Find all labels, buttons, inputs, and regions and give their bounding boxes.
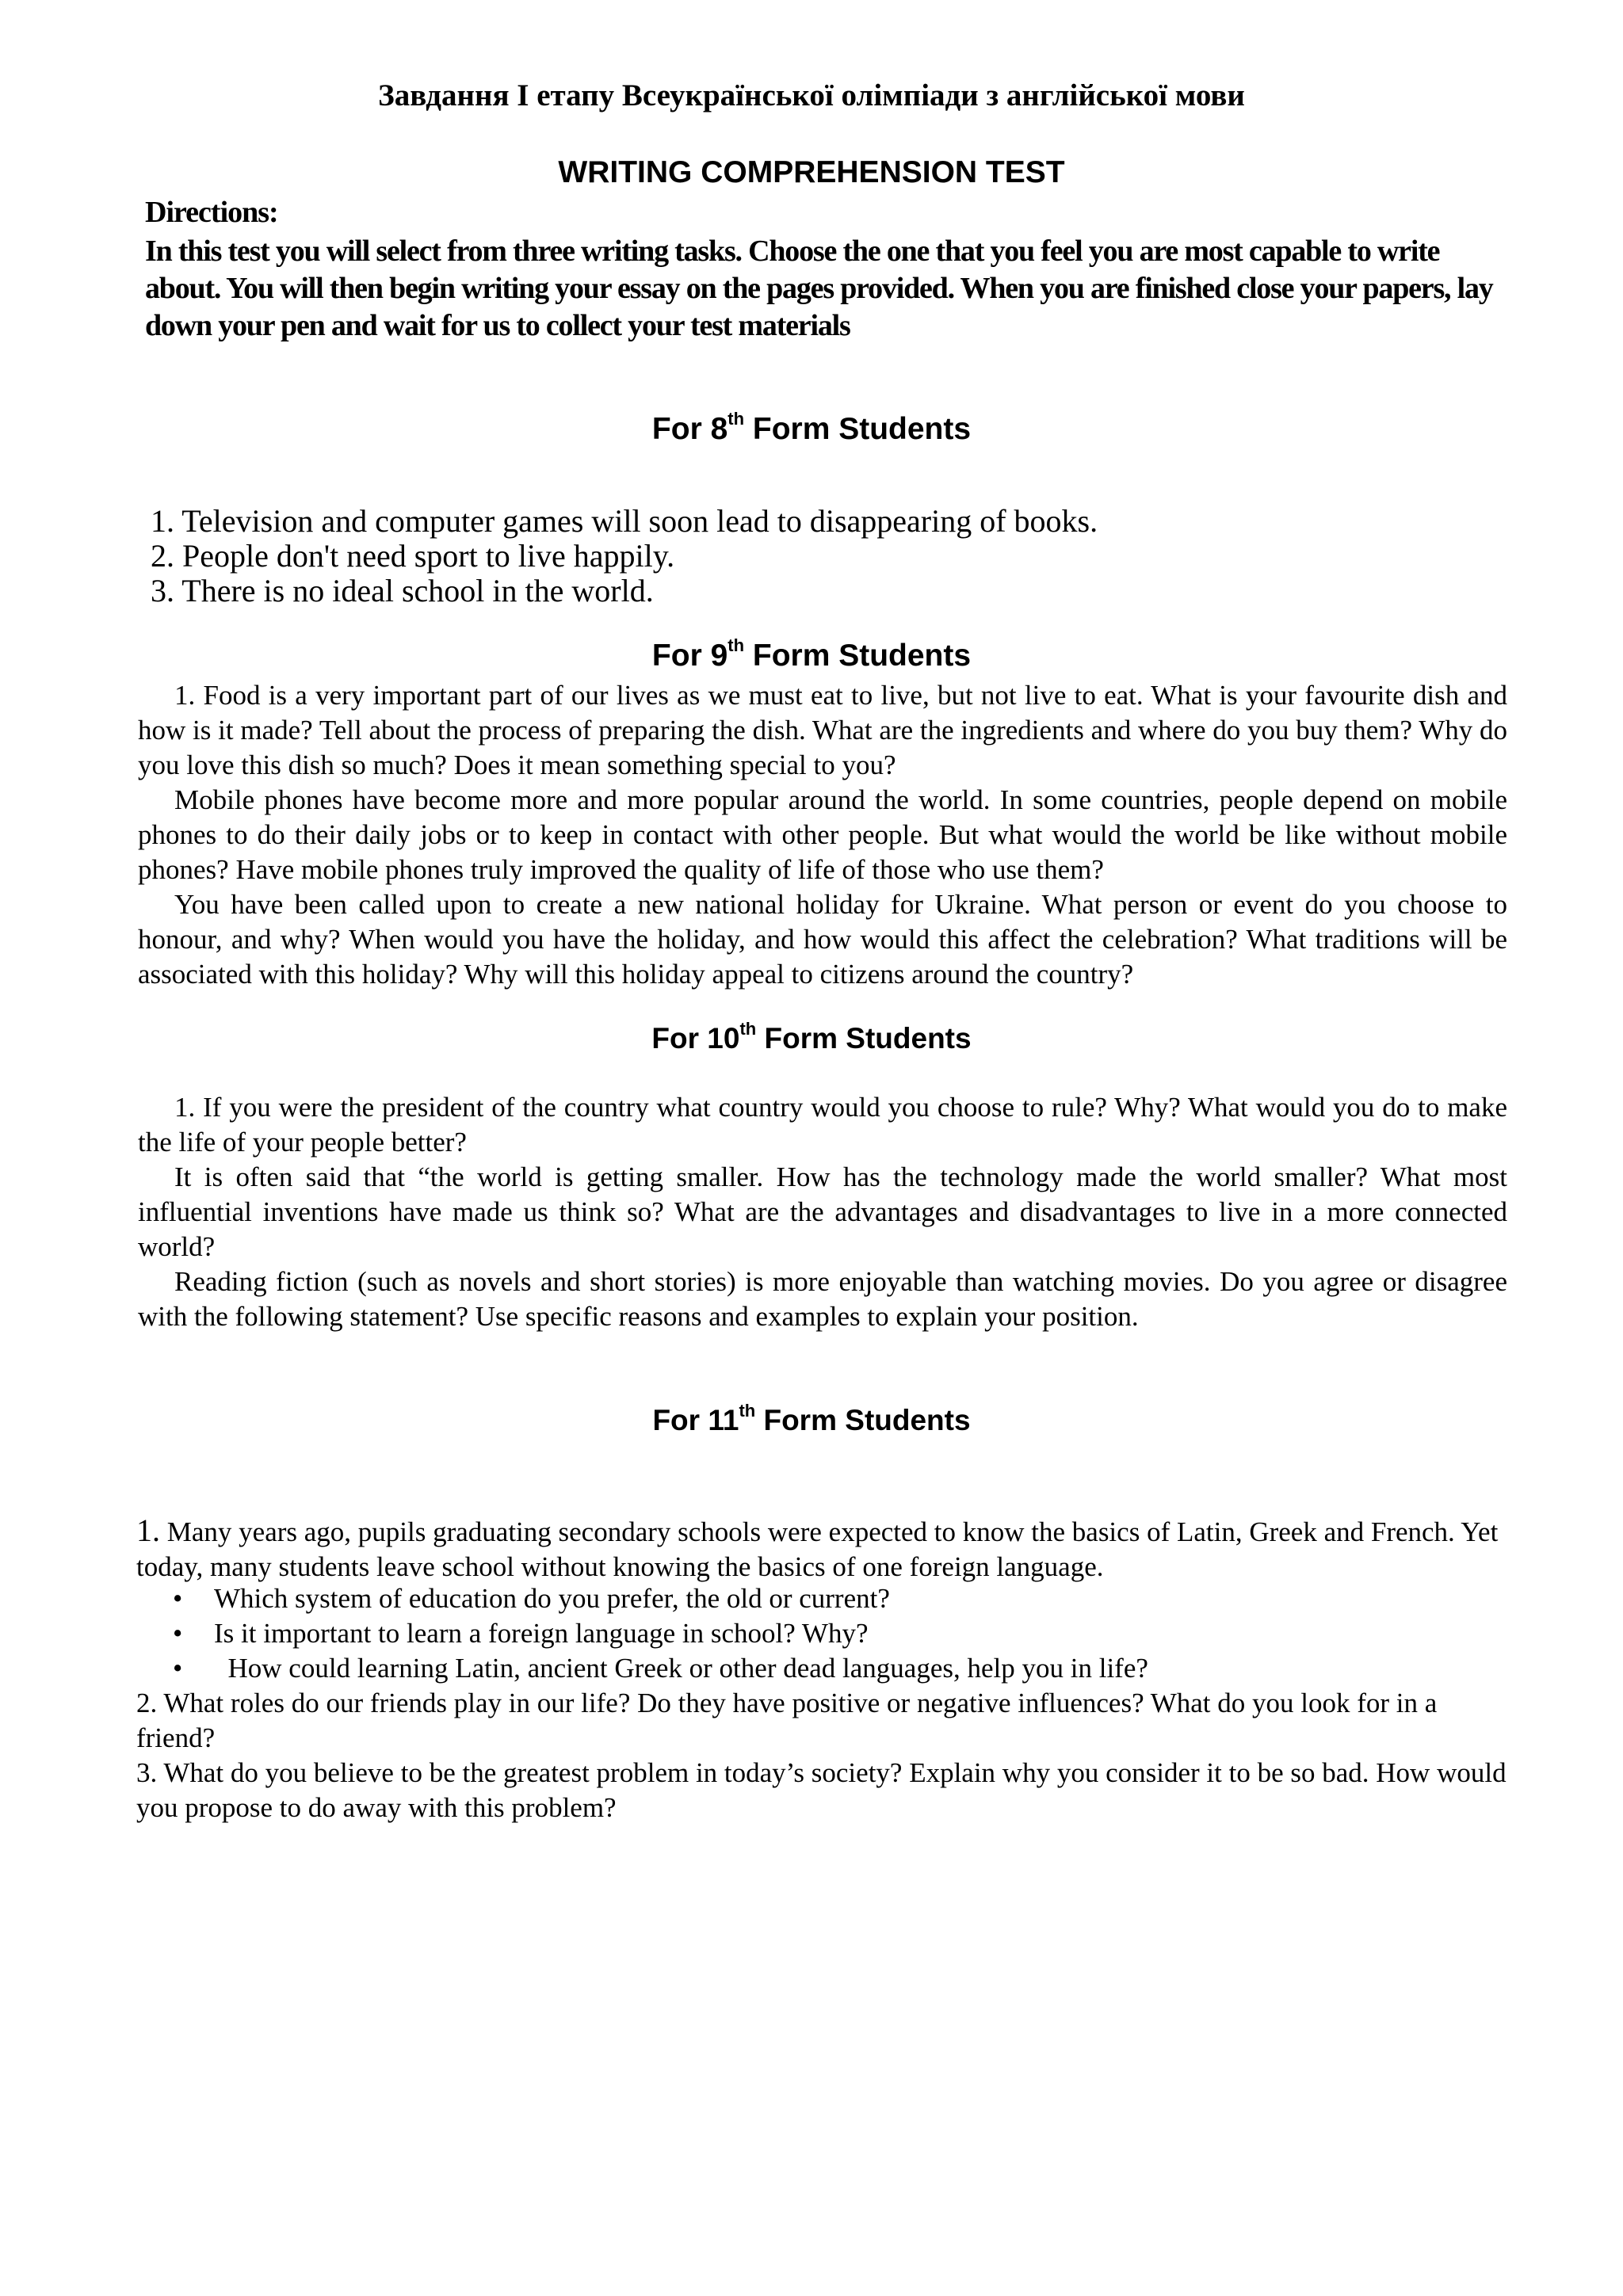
form9-task-3-text: You have been called upon to create a new national holiday for Ukraine. What person or event do you choose to honour, and why? When would you have the holiday, and how would this affect the celebration? What traditions will be associated with this holiday? Why will this holiday appeal to citizens around the country? bbox=[138, 889, 1507, 990]
form9-heading-sup: th bbox=[727, 635, 745, 655]
form10-task-3-text: Reading fiction (such as novels and short stories) is more enjoyable than watching movies. Do you agree or disagree with the following statement? Use specific reasons and examples to explain your position. bbox=[138, 1266, 1507, 1332]
form11-task-2: 2. What roles do our friends play in our life? Do they have positive or negative influences? What do you look for in a friend? bbox=[136, 1688, 1438, 1753]
bullet-icon: • bbox=[173, 1653, 183, 1684]
form8-heading-pre: For 8 bbox=[651, 412, 728, 446]
form10-heading bbox=[0, 1018, 1623, 1055]
form11-heading bbox=[0, 1400, 1623, 1437]
form9-task-3 bbox=[138, 887, 1507, 992]
form11-bullet-2-text: Is it important to learn a foreign language in school? Why? bbox=[214, 1618, 869, 1649]
form10-heading-pre: For 10 bbox=[651, 1022, 740, 1055]
form9-task-2 bbox=[138, 783, 1507, 887]
form8-task-3: 3. There is no ideal school in the world. bbox=[151, 573, 654, 608]
form8-task-2: 2. People don't need sport to live happily. bbox=[151, 538, 675, 574]
form10-heading-sup: th bbox=[739, 1018, 757, 1039]
bullet-icon: • bbox=[173, 1618, 183, 1649]
form10-task-1 bbox=[138, 1090, 1507, 1160]
form11-heading-pre: For 11 bbox=[652, 1404, 739, 1436]
directions-label: Directions: bbox=[145, 196, 278, 229]
form9-heading-post: Form Students bbox=[744, 639, 972, 673]
form11-bullet-2 bbox=[173, 1616, 1148, 1651]
form11-task-3: 3. What do you believe to be the greatest problem in today’s society? Explain why you consider it to be so bad. How would you propose to do away with this problem? bbox=[136, 1757, 1507, 1823]
olympiad-title: Завдання I етапу Всеукраїнської олімпіади з англійської мови bbox=[378, 78, 1245, 113]
form11-bullet-3-text: How could learning Latin, ancient Greek or other dead languages, help you in life? bbox=[214, 1653, 1148, 1684]
form10-task-3 bbox=[138, 1264, 1507, 1334]
form9-task-1 bbox=[138, 678, 1507, 783]
form11-heading-sup: th bbox=[739, 1400, 756, 1421]
form10-task-2-text: It is often said that “the world is getting smaller. How has the technology made the world smaller? What most influential inventions have made us think so? What are the advantages and disadvantages to live in a more connected world? bbox=[138, 1161, 1507, 1262]
form9-heading bbox=[0, 635, 1623, 673]
form11-bullet-1 bbox=[173, 1581, 1148, 1616]
form8-task-list bbox=[151, 504, 1098, 608]
form11-task-1-number: 1. bbox=[136, 1512, 160, 1548]
form8-heading-sup: th bbox=[727, 409, 745, 429]
form10-task-2 bbox=[138, 1160, 1507, 1264]
form11-bullet-list bbox=[173, 1581, 1148, 1686]
form8-heading-post: Form Students bbox=[744, 412, 972, 446]
form10-task-1-text: 1. If you were the president of the country what country would you choose to rule? Why? What would you do to make the life of your people better? bbox=[138, 1092, 1507, 1158]
form9-task-2-text: Mobile phones have become more and more popular around the world. In some countries, people depend on mobile phones to do their daily jobs or to keep in contact with other people. But what would the world be like without mobile phones? Have mobile phones truly improved the quality of life of those who use them? bbox=[138, 784, 1507, 885]
form11-bullet-3 bbox=[173, 1651, 1148, 1686]
directions-text: In this test you will select from three writing tasks. Choose the one that you feel you are most capable to write about. You will then begin writing your essay on the pages provided. When you are finished close your papers, lay down your pen and wait for us to collect your test materials bbox=[145, 235, 1493, 342]
bullet-icon: • bbox=[173, 1583, 183, 1614]
form9-task-1-text: 1. Food is a very important part of our lives as we must eat to live, but not live to eat. What is your favourite dish and how is it made? Tell about the process of preparing the dish. What are the ingredients and where do you buy them? Why do you love this dish so much? Does it mean something special to you? bbox=[138, 680, 1507, 780]
form10-heading-post: Form Students bbox=[756, 1022, 972, 1055]
form8-heading bbox=[0, 409, 1623, 447]
form11-heading-post: Form Students bbox=[755, 1404, 971, 1436]
form8-task-1: 1. Television and computer games will soon lead to disappearing of books. bbox=[151, 503, 1098, 539]
form11-task-1 bbox=[136, 1513, 1509, 1585]
test-title: WRITING COMPREHENSION TEST bbox=[558, 155, 1065, 189]
form11-bullet-1-text: Which system of education do you prefer, the old or current? bbox=[214, 1583, 890, 1614]
form11-task-1-text: Many years ago, pupils graduating secondary schools were expected to know the basics of Latin, Greek and French. Yet today, many students leave school without knowing the basics of one foreign language. bbox=[136, 1516, 1499, 1582]
form9-heading-pre: For 9 bbox=[651, 639, 728, 673]
